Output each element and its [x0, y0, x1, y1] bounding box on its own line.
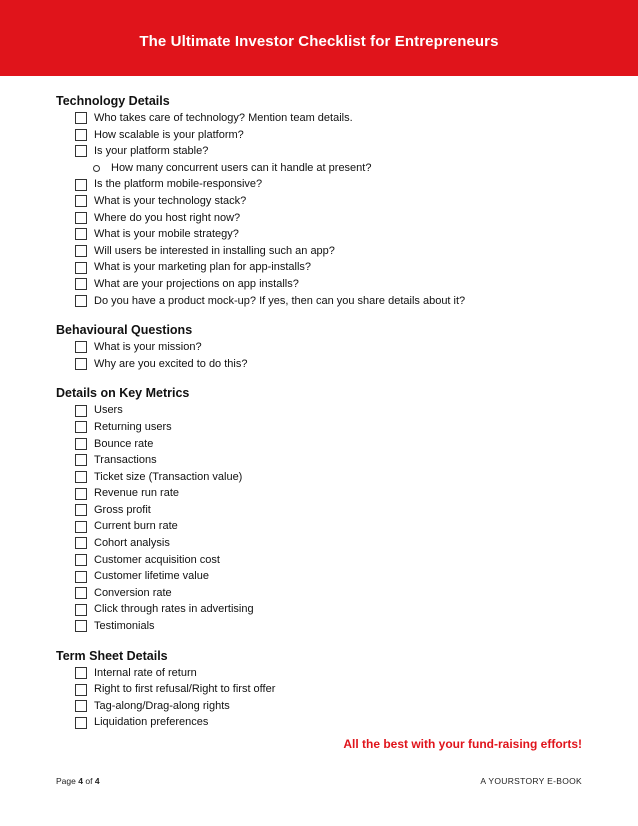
checklist-item — [75, 552, 596, 569]
checklist-item-label: Who takes care of technology? Mention team details. — [94, 112, 353, 124]
checklist-item-label: Right to first refusal/Right to first offer — [94, 683, 276, 696]
checkbox[interactable] — [75, 245, 87, 257]
page-total: 4 — [94, 776, 100, 786]
checklist-item — [75, 226, 596, 243]
page-title: The Ultimate Investor Checklist for Entrepreneurs — [139, 32, 499, 50]
checklist-item — [75, 452, 596, 469]
checklist-item-label: Cohort analysis — [94, 537, 170, 550]
checkbox[interactable] — [75, 587, 87, 599]
checkbox[interactable] — [75, 571, 87, 583]
checklist-subitem — [93, 160, 596, 177]
closing-message: All the best with your fund-raising efforts! — [343, 737, 582, 751]
checkbox[interactable] — [75, 421, 87, 433]
checklist-item-label: Users — [94, 404, 123, 417]
checklist-item-label: Why are you excited to do this? — [94, 357, 248, 370]
header-banner — [0, 0, 638, 76]
section-term-sheet-details — [56, 647, 596, 731]
checklist-item-label: Is your platform stable? — [94, 145, 209, 158]
checkbox[interactable] — [75, 700, 87, 712]
checklist-item — [75, 210, 596, 227]
checklist-item — [75, 681, 596, 698]
checklist-item — [75, 469, 596, 486]
checklist-item-label: Ticket size (Transaction value) — [94, 470, 243, 483]
checklist-item — [75, 259, 596, 276]
checklist-item-label: How scalable is your platform? — [94, 128, 244, 141]
checkbox[interactable] — [75, 454, 87, 466]
section-key-metrics — [56, 384, 596, 634]
checklist-item-label: Internal rate of return — [94, 666, 197, 679]
checklist-item-label: Where do you host right now? — [94, 211, 241, 224]
checkbox[interactable] — [75, 620, 87, 632]
checkbox[interactable] — [75, 358, 87, 370]
checklist-item — [75, 419, 596, 436]
checklist-item — [75, 518, 596, 535]
checkbox[interactable] — [75, 438, 87, 450]
checklist-item-label: What is your technology stack? — [94, 194, 247, 207]
checklist-item — [75, 714, 596, 731]
checkbox[interactable] — [75, 537, 87, 549]
checklist-item-label: Tag-along/Drag-along rights — [94, 699, 230, 712]
checklist-item-label: Customer lifetime value — [94, 570, 209, 583]
checkbox[interactable] — [75, 405, 87, 417]
checklist-item-label: Do you have a product mock-up? If yes, then can you share details about it? — [94, 294, 466, 307]
section-title: Term Sheet Details — [56, 648, 168, 663]
checklist-item-label: Is the platform mobile-responsive? — [94, 178, 263, 191]
checklist — [75, 402, 596, 634]
checklist — [75, 110, 596, 160]
checklist-item-label: Liquidation preferences — [94, 716, 209, 729]
section-behavioural-questions — [56, 321, 596, 372]
checkbox[interactable] — [75, 295, 87, 307]
checklist-item — [75, 127, 596, 144]
checklist-item — [75, 276, 596, 293]
checklist-item-label: What is your mission? — [94, 341, 202, 354]
checklist-item-label: Current burn rate — [94, 520, 178, 533]
checklist-item-label: Transactions — [94, 454, 157, 467]
checklist-item — [75, 568, 596, 585]
checklist-item-label: What is your marketing plan for app-installs? — [94, 261, 312, 274]
checkbox[interactable] — [75, 554, 87, 566]
checklist-item-label: Click through rates in advertising — [94, 603, 254, 616]
checklist-item — [75, 193, 596, 210]
checklist-item — [75, 618, 596, 635]
checklist-item-label: Bounce rate — [94, 437, 154, 450]
checklist-subitem-label: How many concurrent users can it handle at present? — [111, 161, 372, 174]
page-label: Page — [56, 776, 76, 786]
checklist-item — [75, 585, 596, 602]
checkbox[interactable] — [75, 488, 87, 500]
section-technology-details — [56, 92, 596, 309]
checklist-item — [75, 502, 596, 519]
checklist-item — [75, 535, 596, 552]
checklist — [75, 176, 596, 309]
checklist-item-label: What are your projections on app installs? — [94, 277, 299, 290]
checklist-item-label: Testimonials — [94, 620, 155, 633]
checklist-item-label: Customer acquisition cost — [94, 553, 220, 566]
checkbox[interactable] — [75, 604, 87, 616]
checklist-item — [75, 293, 596, 310]
checklist-content — [56, 92, 596, 743]
checkbox[interactable] — [75, 521, 87, 533]
page-number — [56, 776, 100, 786]
checklist-item-label: Will users be interested in installing such an app? — [94, 244, 335, 257]
checklist-item — [75, 402, 596, 419]
section-title: Details on Key Metrics — [56, 386, 190, 401]
checkbox[interactable] — [75, 129, 87, 141]
checkbox[interactable] — [75, 504, 87, 516]
checkbox[interactable] — [75, 667, 87, 679]
checklist-item — [75, 356, 596, 373]
checklist-item — [75, 143, 596, 160]
publisher-label: A YOURSTORY E-BOOK — [480, 776, 582, 786]
checkbox[interactable] — [75, 278, 87, 290]
checklist-item — [75, 243, 596, 260]
checklist — [75, 339, 596, 372]
checkbox[interactable] — [75, 145, 87, 157]
section-title: Behavioural Questions — [56, 323, 193, 338]
checkbox[interactable] — [75, 212, 87, 224]
checkbox[interactable] — [75, 112, 87, 124]
checkbox[interactable] — [75, 195, 87, 207]
checklist-item — [75, 110, 596, 127]
circle-bullet-icon — [93, 165, 100, 172]
page-current: 4 — [78, 776, 83, 786]
checklist-item — [75, 485, 596, 502]
checklist-item — [75, 601, 596, 618]
checkbox[interactable] — [75, 228, 87, 240]
checklist-item-label: Returning users — [94, 420, 172, 433]
checklist — [75, 665, 596, 731]
checkbox[interactable] — [75, 717, 87, 729]
section-title: Technology Details — [56, 94, 170, 108]
checklist-item — [75, 339, 596, 356]
checkbox[interactable] — [75, 684, 87, 696]
checklist-item-label: Conversion rate — [94, 586, 172, 599]
checkbox[interactable] — [75, 341, 87, 353]
checklist-item — [75, 176, 596, 193]
checkbox[interactable] — [75, 179, 87, 191]
checklist-item-label: Gross profit — [94, 503, 151, 516]
page-of-label: of — [85, 776, 93, 786]
checklist-item-label: What is your mobile strategy? — [94, 228, 239, 241]
checklist-item-label: Revenue run rate — [94, 487, 179, 500]
checklist-item — [75, 698, 596, 715]
checkbox[interactable] — [75, 262, 87, 274]
checklist-item — [75, 436, 596, 453]
checklist-item — [75, 665, 596, 682]
checkbox[interactable] — [75, 471, 87, 483]
